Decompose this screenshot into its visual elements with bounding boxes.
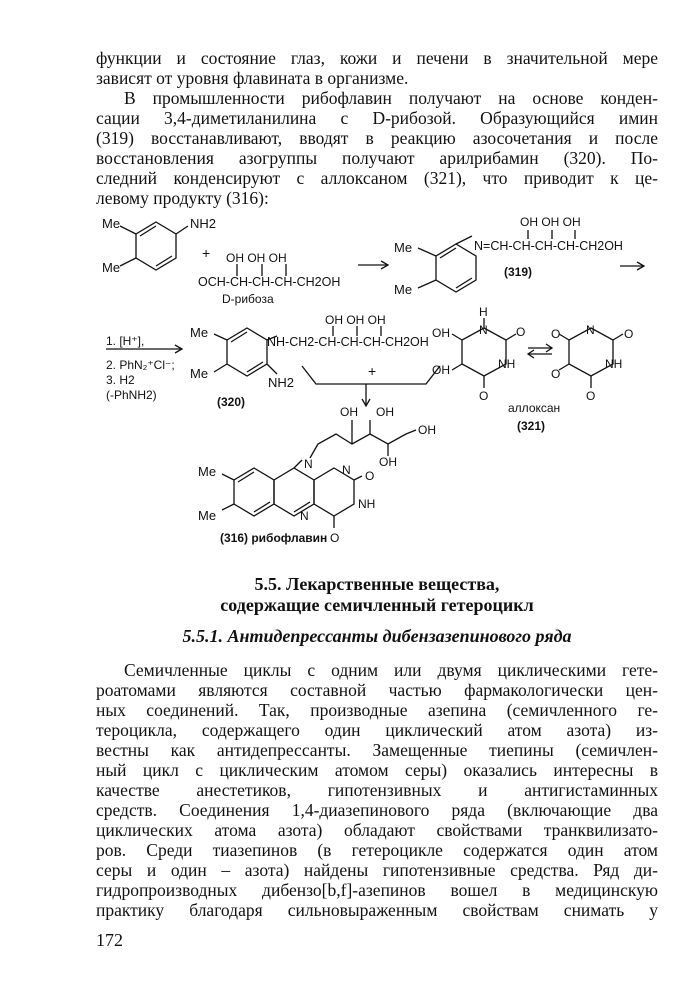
reagent-step-1: 1. [H⁺],	[106, 334, 145, 348]
text-line: восстановления азогруппы получают арилрибамин (320). По-	[96, 148, 658, 168]
hydroxyl-label: OH	[432, 363, 450, 377]
nitrogen-label: N	[300, 509, 309, 523]
hydrogen-label: H	[479, 305, 488, 319]
methyl-label: Me	[394, 282, 413, 297]
hydroxyl-label: OH	[340, 405, 358, 419]
imide-label: NH	[605, 357, 623, 371]
nitrogen-label: N	[586, 323, 595, 337]
bond	[613, 334, 623, 340]
hydroxyl-label: OH	[432, 326, 450, 340]
section-title-line-1: 5.5. Лекарственные вещества,	[254, 574, 500, 594]
benzene-ring	[136, 222, 176, 270]
benzene-ring	[234, 468, 274, 516]
nitrogen-label: N	[342, 463, 351, 477]
methyl-label: Me	[190, 366, 209, 381]
text-line: левому продукту (316):	[96, 188, 269, 208]
methyl-label: Me	[198, 508, 217, 523]
text-line: (319) восстанавливают, вводят в реакцию азосочетания и после	[96, 128, 658, 148]
bond	[452, 364, 462, 370]
amine-label: NH2	[268, 375, 295, 390]
compound-319-label: (319)	[504, 265, 533, 279]
reagent-step-3: 3. H2	[106, 373, 135, 387]
oxygen-label: O	[330, 531, 340, 545]
bond	[559, 364, 569, 370]
text-line: средств. Соединения 1,4-диазепинового ряда (включающие два	[96, 800, 658, 820]
riboflavin-synthesis-scheme	[96, 206, 658, 551]
bond	[222, 504, 234, 510]
bond	[120, 226, 136, 234]
imine-chain: N=CH-CH-CH-CH-CH2OH	[474, 239, 623, 253]
oxygen-label: O	[624, 327, 634, 341]
bond	[214, 334, 227, 340]
alloxan-name: аллоксан	[508, 401, 561, 415]
bond	[418, 280, 436, 288]
oxygen-label: O	[516, 325, 526, 339]
bond	[214, 364, 227, 372]
compound-316-label: (316) рибофлавин	[220, 531, 328, 545]
hydroxyl-labels: OH OH OH	[520, 215, 581, 229]
oxygen-label: O	[551, 327, 561, 341]
paragraph-3	[96, 660, 658, 920]
bond	[506, 334, 516, 340]
hydroxyl-label: OH	[418, 423, 436, 437]
reagent-step-2: 2. PhN₂⁺Cl⁻;	[106, 358, 175, 372]
paragraph-1	[96, 48, 658, 88]
text-line: зависят от уровня флавината в организме.	[96, 68, 409, 88]
text-line: Семичленные циклы с одним или двумя циклическими гете-	[124, 660, 658, 680]
text-line: практику благодаря сильновыраженным свойствам снимать у	[96, 900, 658, 920]
text-line: тероцикла, содержащего один циклический атом азота) из-	[96, 720, 658, 740]
imide-label: NH	[498, 357, 516, 371]
benzene-ring	[436, 244, 476, 292]
imide-label: NH	[358, 497, 376, 511]
hydroxyl-label: OH	[376, 405, 394, 419]
text-line: ных соединений. Так, производные азепина (семичленного ге-	[96, 700, 658, 720]
ribityl-chain	[310, 430, 416, 458]
compound-321-label: (321)	[517, 419, 546, 433]
oxygen-label: O	[365, 469, 375, 483]
bond	[222, 474, 234, 480]
amine-chain: NH-CH2-CH-CH-CH-CH2OH	[267, 335, 429, 349]
compound-320-label: (320)	[217, 395, 246, 409]
text-line: сации 3,4-диметиланилина с D-рибозой. Образующийся имин	[96, 108, 658, 128]
bond	[294, 460, 302, 468]
ribose-chain: OCH-CH-CH-CH-CH2OH	[198, 275, 341, 289]
methyl-label: Me	[102, 260, 121, 275]
methyl-label: Me	[394, 240, 413, 255]
section-title-line-2: содержащие семичленный гетероцикл	[220, 595, 534, 615]
bond	[456, 236, 472, 244]
methyl-label: Me	[198, 464, 217, 479]
oxygen-label: O	[586, 389, 596, 403]
page-number: 172	[96, 930, 123, 950]
reagent-step-4: (-PhNH2)	[106, 388, 157, 402]
nitrogen-label: N	[304, 457, 313, 471]
paragraph-2	[96, 88, 658, 208]
plus-sign: +	[202, 245, 211, 261]
text-line: В промышленности рибофлавин получают на основе конден-	[124, 88, 658, 108]
oxygen-label: O	[551, 367, 561, 381]
nitrogen-label: N	[479, 323, 488, 337]
hydroxyl-labels: OH OH OH	[226, 251, 287, 265]
text-line: серы и один – азота) найдены гипотензивные средства. Ряд ди-	[96, 860, 658, 880]
bond	[559, 334, 569, 340]
amine-label: NH2	[190, 216, 217, 231]
oxygen-label: O	[479, 389, 489, 403]
text-line: качестве анестетиков, гипотензивных и антигистаминных	[96, 780, 658, 800]
text-line: функции и состояние глаз, кожи и печени в значительной мере	[96, 48, 658, 68]
text-line: ный цикл с циклическим атомом серы) оказались интересны в	[96, 760, 658, 780]
bond	[452, 334, 462, 340]
text-line: циклических атома азота) обладают свойствами транквилизато-	[96, 820, 658, 840]
bond	[267, 364, 277, 374]
text-line: роатомами являются составной частью фармакологически цен-	[96, 680, 658, 700]
methyl-label: Me	[190, 325, 209, 340]
bond	[176, 226, 188, 234]
benzene-ring	[227, 328, 267, 376]
text-line: ров. Среди тиазепинов (в гетероцикле содержатся один атом	[96, 840, 658, 860]
plus-sign: +	[368, 363, 377, 379]
methyl-label: Me	[102, 216, 121, 231]
hydroxyl-label: OH	[379, 455, 397, 469]
ribose-name: D-рибоза	[222, 292, 274, 306]
bond	[418, 248, 436, 256]
text-line: гидропроизводных дибензо[b,f]-азепинов вошел в медицинскую	[96, 880, 658, 900]
bond	[120, 258, 136, 266]
hydroxyl-labels: OH OH OH	[325, 313, 386, 327]
subsection-title: 5.5.1. Антидепрессанты дибензазепинового ряда	[182, 626, 572, 646]
bond	[354, 476, 362, 480]
text-line: следний конденсируют с аллоксаном (321), что приводит к це-	[96, 168, 658, 188]
text-line: вестны как антидепрессанты. Замещенные тиепины (семичлен-	[96, 740, 658, 760]
